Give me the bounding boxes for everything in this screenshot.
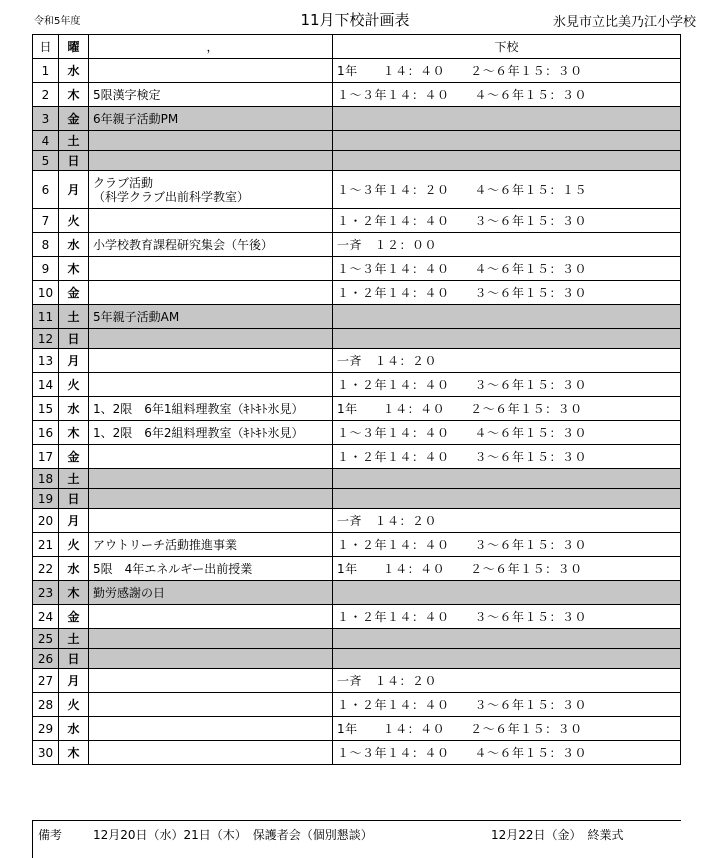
weekday-cell: 水 — [59, 397, 89, 421]
dismissal-time-cell: １・２年１４：４０ ３～６年１５：３０ — [333, 605, 681, 629]
table-row — [33, 397, 681, 421]
day-cell: 14 — [33, 373, 59, 397]
dismissal-time-cell: １・２年１４：４０ ３～６年１５：３０ — [333, 693, 681, 717]
day-cell: 28 — [33, 693, 59, 717]
day-cell: 27 — [33, 669, 59, 693]
dismissal-time-cell — [333, 649, 681, 669]
weekday-cell: 月 — [59, 349, 89, 373]
day-cell: 26 — [33, 649, 59, 669]
day-cell: 1 — [33, 59, 59, 83]
day-cell: 12 — [33, 329, 59, 349]
weekday-cell: 土 — [59, 629, 89, 649]
dismissal-time-cell — [333, 469, 681, 489]
weekday-cell: 金 — [59, 281, 89, 305]
weekday-cell: 木 — [59, 581, 89, 605]
event-cell — [89, 649, 333, 669]
dismissal-time-cell: １～３年１４：４０ ４～６年１５：３０ — [333, 83, 681, 107]
dismissal-time-cell: 1年 １４：４０ ２～６年１５：３０ — [333, 717, 681, 741]
table-row — [33, 83, 681, 107]
dismissal-time-cell — [333, 107, 681, 131]
day-cell: 6 — [33, 171, 59, 209]
day-cell: 7 — [33, 209, 59, 233]
column-header-event: ， — [89, 35, 333, 59]
dismissal-time-cell: 1年 １４：４０ ２～６年１５：３０ — [333, 59, 681, 83]
dismissal-time-cell: 1年 １４：４０ ２～６年１５：３０ — [333, 557, 681, 581]
weekday-cell: 土 — [59, 305, 89, 329]
notes-section — [32, 820, 681, 858]
event-cell: 小学校教育課程研究集会（午後） — [89, 233, 333, 257]
event-cell — [89, 329, 333, 349]
day-cell: 30 — [33, 741, 59, 765]
weekday-cell: 火 — [59, 533, 89, 557]
table-row — [33, 649, 681, 669]
dismissal-time-cell: 一斉 １４：２０ — [333, 669, 681, 693]
dismissal-time-cell: １～３年１４：２０ ４～６年１５：１５ — [333, 171, 681, 209]
event-cell: 1、2限 6年2組料理教室（ｷﾄｷﾄ氷見） — [89, 421, 333, 445]
table-row — [33, 305, 681, 329]
dismissal-time-cell: １・２年１４：４０ ３～６年１５：３０ — [333, 281, 681, 305]
notes-closing-ceremony: 12月22日（金） 終業式 — [491, 828, 624, 842]
weekday-cell: 日 — [59, 329, 89, 349]
weekday-cell: 火 — [59, 209, 89, 233]
event-cell — [89, 209, 333, 233]
weekday-cell: 水 — [59, 233, 89, 257]
table-row — [33, 59, 681, 83]
day-cell: 10 — [33, 281, 59, 305]
event-cell — [89, 669, 333, 693]
table-row — [33, 281, 681, 305]
event-cell: 5限漢字検定 — [89, 83, 333, 107]
dismissal-time-cell — [333, 305, 681, 329]
event-cell — [89, 489, 333, 509]
dismissal-time-cell: １～３年１４：４０ ４～６年１５：３０ — [333, 257, 681, 281]
event-cell — [89, 59, 333, 83]
weekday-cell: 水 — [59, 59, 89, 83]
table-row — [33, 469, 681, 489]
day-cell: 25 — [33, 629, 59, 649]
weekday-cell: 月 — [59, 669, 89, 693]
event-cell: 1、2限 6年1組料理教室（ｷﾄｷﾄ氷見） — [89, 397, 333, 421]
event-cell — [89, 151, 333, 171]
weekday-cell: 木 — [59, 83, 89, 107]
event-cell: 6年親子活動PM — [89, 107, 333, 131]
table-row — [33, 693, 681, 717]
day-cell: 23 — [33, 581, 59, 605]
table-row — [33, 605, 681, 629]
day-cell: 13 — [33, 349, 59, 373]
weekday-cell: 月 — [59, 509, 89, 533]
dismissal-time-cell: １・２年１４：４０ ３～６年１５：３０ — [333, 445, 681, 469]
day-cell: 11 — [33, 305, 59, 329]
dismissal-time-cell: 一斉 １４：２０ — [333, 349, 681, 373]
table-row — [33, 669, 681, 693]
weekday-cell: 土 — [59, 469, 89, 489]
day-cell: 22 — [33, 557, 59, 581]
table-row — [33, 421, 681, 445]
column-header-day: 日 — [33, 35, 59, 59]
weekday-cell: 土 — [59, 131, 89, 151]
dismissal-time-cell: １～３年１４：４０ ４～６年１５：３０ — [333, 421, 681, 445]
notes-parent-meeting: 12月20日（水）21日（木） 保護者会（個別懇談） — [93, 828, 373, 842]
weekday-cell: 木 — [59, 257, 89, 281]
dismissal-time-cell: １・２年１４：４０ ３～６年１５：３０ — [333, 533, 681, 557]
table-row — [33, 445, 681, 469]
weekday-cell: 日 — [59, 649, 89, 669]
weekday-cell: 日 — [59, 489, 89, 509]
dismissal-time-cell — [333, 629, 681, 649]
event-cell — [89, 717, 333, 741]
event-cell — [89, 469, 333, 489]
table-row — [33, 107, 681, 131]
table-row — [33, 629, 681, 649]
table-row — [33, 329, 681, 349]
weekday-cell: 日 — [59, 151, 89, 171]
day-cell: 17 — [33, 445, 59, 469]
school-name: 氷見市立比美乃江小学校 — [552, 15, 696, 30]
weekday-cell: 金 — [59, 107, 89, 131]
weekday-cell: 木 — [59, 741, 89, 765]
event-cell: 5年親子活動AM — [89, 305, 333, 329]
dismissal-time-cell: １・２年１４：４０ ３～６年１５：３０ — [333, 209, 681, 233]
table-row — [33, 131, 681, 151]
table-header-row — [33, 35, 681, 59]
event-cell — [89, 281, 333, 305]
table-row — [33, 233, 681, 257]
table-row — [33, 171, 681, 209]
weekday-cell: 水 — [59, 557, 89, 581]
column-header-weekday: 曜 — [59, 35, 89, 59]
dismissal-time-cell — [333, 581, 681, 605]
table-row — [33, 257, 681, 281]
day-cell: 20 — [33, 509, 59, 533]
event-cell — [89, 741, 333, 765]
day-cell: 9 — [33, 257, 59, 281]
weekday-cell: 月 — [59, 171, 89, 209]
day-cell: 4 — [33, 131, 59, 151]
dismissal-time-cell — [333, 489, 681, 509]
weekday-cell: 水 — [59, 717, 89, 741]
event-cell: 勤労感謝の日 — [89, 581, 333, 605]
event-cell — [89, 509, 333, 533]
event-cell — [89, 131, 333, 151]
dismissal-time-cell: １～３年１４：４０ ４～６年１５：３０ — [333, 741, 681, 765]
day-cell: 2 — [33, 83, 59, 107]
table-row — [33, 349, 681, 373]
weekday-cell: 火 — [59, 693, 89, 717]
event-cell: クラブ活動 （科学クラブ出前科学教室） — [89, 171, 333, 209]
event-cell — [89, 629, 333, 649]
weekday-cell: 火 — [59, 373, 89, 397]
event-cell — [89, 373, 333, 397]
dismissal-time-cell: 一斉 １４：２０ — [333, 509, 681, 533]
notes-label: 備考 — [38, 828, 63, 842]
day-cell: 5 — [33, 151, 59, 171]
table-row — [33, 581, 681, 605]
weekday-cell: 金 — [59, 605, 89, 629]
weekday-cell: 金 — [59, 445, 89, 469]
day-cell: 29 — [33, 717, 59, 741]
table-row — [33, 509, 681, 533]
table-row — [33, 741, 681, 765]
dismissal-time-cell: 一斉 １２：００ — [333, 233, 681, 257]
table-row — [33, 209, 681, 233]
event-cell — [89, 349, 333, 373]
event-cell — [89, 445, 333, 469]
event-cell: アウトリーチ活動推進事業 — [89, 533, 333, 557]
event-cell — [89, 605, 333, 629]
page-title: 11月下校計画表 — [300, 11, 410, 29]
fiscal-year-label: 令和5年度 — [34, 16, 81, 27]
column-header-dismissal: 下校 — [333, 35, 681, 59]
table-row — [33, 489, 681, 509]
table-row — [33, 373, 681, 397]
dismissal-time-cell — [333, 329, 681, 349]
dismissal-time-cell: 1年 １４：４０ ２～６年１５：３０ — [333, 397, 681, 421]
dismissal-time-cell — [333, 151, 681, 171]
weekday-cell: 木 — [59, 421, 89, 445]
day-cell: 16 — [33, 421, 59, 445]
dismissal-schedule-table — [32, 34, 681, 765]
event-cell: 5限 4年エネルギー出前授業 — [89, 557, 333, 581]
table-row — [33, 533, 681, 557]
table-row — [33, 717, 681, 741]
day-cell: 3 — [33, 107, 59, 131]
dismissal-time-cell: １・２年１４：４０ ３～６年１５：３０ — [333, 373, 681, 397]
event-cell — [89, 257, 333, 281]
dismissal-time-cell — [333, 131, 681, 151]
table-row — [33, 557, 681, 581]
day-cell: 15 — [33, 397, 59, 421]
table-row — [33, 151, 681, 171]
day-cell: 21 — [33, 533, 59, 557]
day-cell: 18 — [33, 469, 59, 489]
event-cell — [89, 693, 333, 717]
day-cell: 24 — [33, 605, 59, 629]
day-cell: 8 — [33, 233, 59, 257]
day-cell: 19 — [33, 489, 59, 509]
